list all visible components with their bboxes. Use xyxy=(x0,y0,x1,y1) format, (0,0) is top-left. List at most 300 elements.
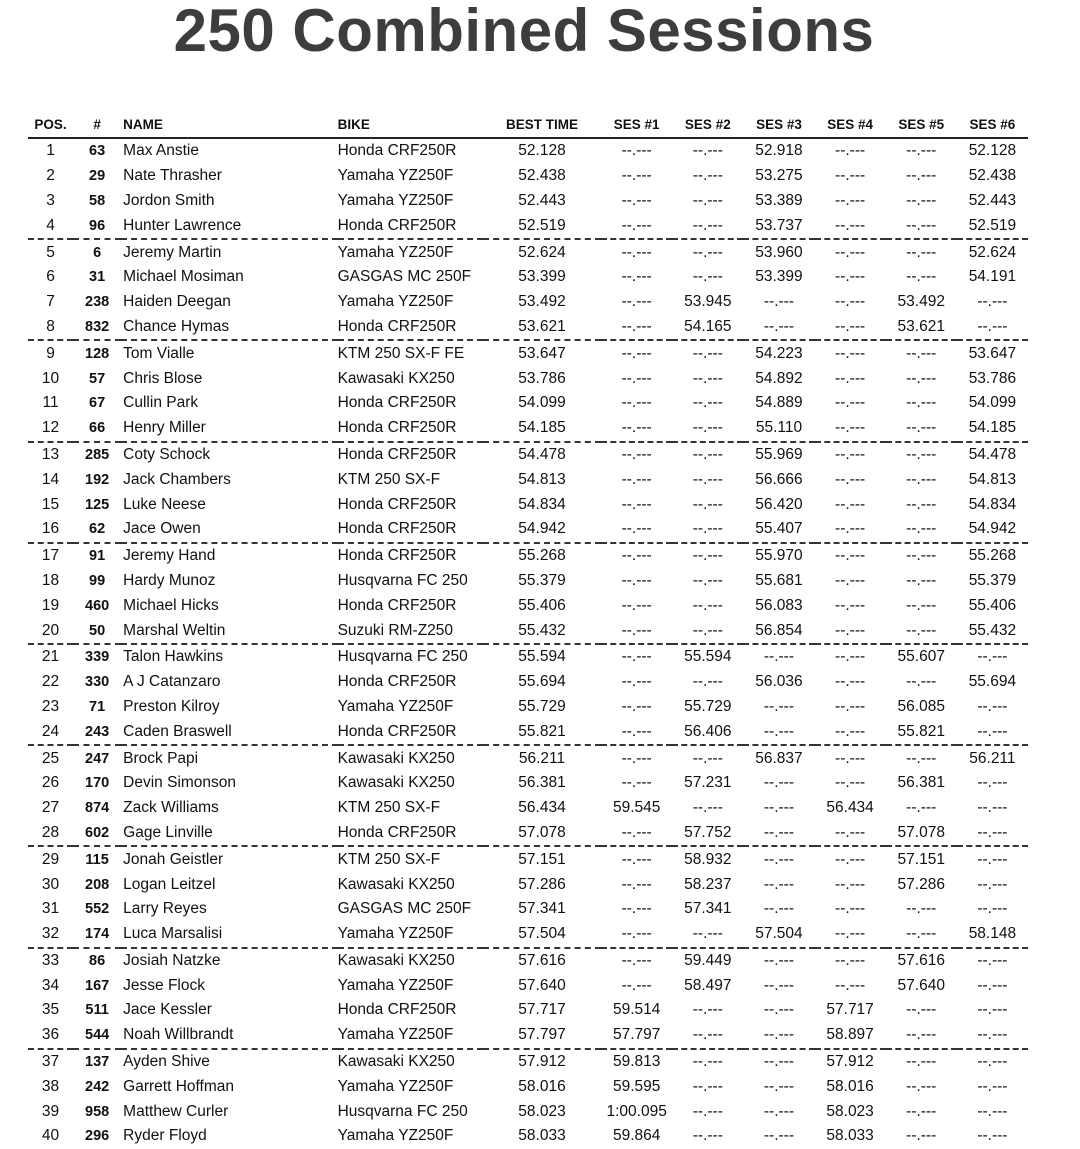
cell-best-time: 55.729 xyxy=(518,697,566,715)
table-row xyxy=(28,164,1028,189)
cell-ses-1: --.--- xyxy=(621,951,652,969)
cell-ses-1: --.--- xyxy=(601,719,672,745)
cell-ses-1: --.--- xyxy=(621,875,652,893)
cell-name: Michael Hicks xyxy=(123,596,219,614)
cell-ses-4: --.--- xyxy=(835,976,866,994)
col-header-number: # xyxy=(73,112,121,138)
cell-ses-6: 56.211 xyxy=(969,749,1016,767)
cell-ses-4: --.--- xyxy=(835,850,866,868)
cell-ses-1: --.--- xyxy=(601,618,672,644)
cell-ses-3: 53.399 xyxy=(755,268,803,286)
cell-ses-6: --.--- xyxy=(977,951,1008,969)
cell-ses-2: --.--- xyxy=(692,1053,723,1071)
cell-bike: Kawasaki KX250 xyxy=(337,1053,455,1071)
cell-best-time: 52.624 xyxy=(518,243,566,261)
cell-ses-3: 54.889 xyxy=(755,394,803,412)
cell-ses-2: --.--- xyxy=(692,394,723,412)
cell-ses-4: --.--- xyxy=(835,344,866,362)
cell-ses-5: --.--- xyxy=(906,142,937,160)
cell-best-time: 57.717 xyxy=(518,1001,566,1019)
cell-ses-2: --.--- xyxy=(692,749,723,767)
cell-best-time: 55.406 xyxy=(518,596,566,614)
cell-number: 167 xyxy=(85,977,110,994)
cell-number: 208 xyxy=(85,876,110,893)
cell-ses-3: --.--- xyxy=(763,774,795,792)
cell-ses-5: 56.085 xyxy=(897,697,945,715)
cell-ses-2: --.--- xyxy=(672,922,743,948)
cell-number: 460 xyxy=(85,597,110,614)
cell-number: 174 xyxy=(73,922,121,948)
cell-ses-5: --.--- xyxy=(906,1127,937,1145)
cell-best-time: 57.912 xyxy=(518,1053,566,1071)
col-header-ses-2: SES #2 xyxy=(672,112,743,138)
table-row xyxy=(28,846,1028,872)
cell-ses-5: --.--- xyxy=(906,596,937,614)
cell-ses-5: --.--- xyxy=(906,167,937,185)
cell-number: 125 xyxy=(85,496,110,513)
cell-ses-4: --.--- xyxy=(815,821,886,847)
cell-ses-1: --.--- xyxy=(621,268,652,286)
cell-ses-1: --.--- xyxy=(621,547,652,565)
cell-ses-3: 55.110 xyxy=(743,416,814,442)
table-row xyxy=(28,416,1028,442)
cell-pos: 17 xyxy=(41,547,60,565)
cell-ses-6: 52.519 xyxy=(957,213,1028,239)
cell-ses-6: 54.185 xyxy=(957,416,1028,442)
cell-ses-5: 57.616 xyxy=(897,951,945,969)
cell-ses-1: --.--- xyxy=(621,850,652,868)
cell-ses-5: --.--- xyxy=(886,517,957,543)
cell-pos: 34 xyxy=(41,976,60,994)
cell-name: Preston Kilroy xyxy=(123,697,220,715)
cell-pos: 38 xyxy=(41,1077,60,1095)
cell-number: 247 xyxy=(85,750,110,767)
cell-bike: Suzuki RM-Z250 xyxy=(338,618,483,644)
cell-bike: Husqvarna FC 250 xyxy=(337,1102,468,1120)
cell-bike: Honda CRF250R xyxy=(338,517,483,543)
cell-ses-1: --.--- xyxy=(621,749,652,767)
cell-ses-6: --.--- xyxy=(977,1102,1008,1120)
cell-ses-1: 59.595 xyxy=(612,1077,661,1095)
cell-pos: 36 xyxy=(28,1023,73,1049)
cell-ses-1: --.--- xyxy=(601,821,672,847)
cell-number: 58 xyxy=(89,192,106,209)
cell-number: 57 xyxy=(89,370,106,387)
cell-ses-1: --.--- xyxy=(621,697,652,715)
cell-ses-1: --.--- xyxy=(621,900,652,918)
cell-pos: 35 xyxy=(41,1001,60,1019)
cell-ses-1: 1:00.095 xyxy=(606,1102,667,1120)
cell-ses-2: --.--- xyxy=(672,1023,743,1049)
cell-ses-6: --.--- xyxy=(977,1053,1008,1071)
cell-bike: KTM 250 SX-F xyxy=(337,799,441,817)
cell-pos: 8 xyxy=(28,315,73,341)
cell-ses-2: 55.594 xyxy=(684,648,732,666)
cell-number: 552 xyxy=(85,901,110,918)
cell-bike: Kawasaki KX250 xyxy=(337,774,455,792)
cell-ses-6: 52.438 xyxy=(968,167,1017,185)
col-header-ses-5: SES #5 xyxy=(886,112,957,138)
cell-ses-1: --.--- xyxy=(601,315,672,341)
cell-bike: Yamaha YZ250F xyxy=(337,167,454,185)
cell-best-time: 53.647 xyxy=(518,344,566,362)
cell-ses-2: --.--- xyxy=(692,495,723,513)
cell-ses-1: --.--- xyxy=(621,167,652,185)
table-row xyxy=(28,467,1028,492)
cell-ses-2: 55.729 xyxy=(684,697,732,715)
cell-pos: 14 xyxy=(41,470,60,488)
cell-bike: Honda CRF250R xyxy=(337,445,457,463)
cell-ses-4: --.--- xyxy=(835,951,866,969)
cell-bike: Husqvarna FC 250 xyxy=(337,648,468,666)
cell-ses-3: 53.389 xyxy=(755,191,803,209)
cell-ses-1: 59.813 xyxy=(612,1053,661,1071)
table-row xyxy=(28,922,1028,948)
cell-best-time: 57.286 xyxy=(518,875,566,893)
table-row xyxy=(28,821,1028,847)
cell-number: 6 xyxy=(93,244,102,261)
cell-ses-6: 53.786 xyxy=(968,369,1017,387)
table-row xyxy=(28,265,1028,290)
cell-number: 339 xyxy=(85,649,110,666)
col-header-bike: BIKE xyxy=(338,112,483,138)
cell-ses-2: --.--- xyxy=(672,213,743,239)
table-row xyxy=(28,340,1028,366)
cell-ses-6: 53.647 xyxy=(968,344,1017,362)
cell-name: Jonah Geistler xyxy=(123,850,224,868)
table-row xyxy=(28,189,1028,214)
cell-ses-4: --.--- xyxy=(835,900,866,918)
cell-name: Jace Owen xyxy=(121,517,337,543)
header-row xyxy=(28,112,1028,138)
cell-ses-5: 56.381 xyxy=(897,774,945,792)
cell-bike: Husqvarna FC 250 xyxy=(337,571,468,589)
cell-ses-6: --.--- xyxy=(977,293,1008,311)
cell-name: Nate Thrasher xyxy=(123,167,222,185)
cell-ses-2: --.--- xyxy=(692,243,723,261)
results-table xyxy=(28,112,1028,1149)
cell-ses-1: --.--- xyxy=(621,293,652,311)
cell-ses-1: --.--- xyxy=(601,416,672,442)
cell-pos: 19 xyxy=(41,596,60,614)
table-row xyxy=(28,1023,1028,1049)
cell-bike: Kawasaki KX250 xyxy=(337,875,455,893)
cell-pos: 25 xyxy=(41,749,60,767)
cell-ses-4: --.--- xyxy=(815,315,886,341)
cell-bike: GASGAS MC 250F xyxy=(337,268,472,286)
table-row xyxy=(28,1074,1028,1099)
cell-ses-1: --.--- xyxy=(621,369,652,387)
cell-ses-2: --.--- xyxy=(692,1127,723,1145)
cell-bike: Kawasaki KX250 xyxy=(337,749,455,767)
cell-best-time: 54.813 xyxy=(518,470,566,488)
cell-best-time: 56.434 xyxy=(518,799,566,817)
table-row xyxy=(28,719,1028,745)
cell-ses-6: 55.406 xyxy=(968,596,1017,614)
cell-best-time: 57.640 xyxy=(518,976,566,994)
cell-name: Michael Mosiman xyxy=(123,268,244,286)
cell-name: Jeremy Hand xyxy=(123,547,216,565)
cell-name: A J Catanzaro xyxy=(123,673,221,691)
cell-ses-1: 59.514 xyxy=(612,1001,661,1019)
cell-pos: 26 xyxy=(41,774,60,792)
cell-pos: 4 xyxy=(28,213,73,239)
cell-ses-2: --.--- xyxy=(672,416,743,442)
table-row xyxy=(28,695,1028,720)
cell-number: 170 xyxy=(85,775,110,792)
cell-ses-3: --.--- xyxy=(763,648,795,666)
cell-ses-2: --.--- xyxy=(692,571,723,589)
cell-ses-3: 56.036 xyxy=(755,673,803,691)
cell-ses-3: 54.892 xyxy=(755,369,803,387)
cell-best-time: 55.594 xyxy=(518,648,566,666)
cell-ses-1: --.--- xyxy=(621,142,652,160)
cell-ses-5: --.--- xyxy=(906,1077,937,1095)
cell-ses-3: --.--- xyxy=(763,951,795,969)
cell-pos: 9 xyxy=(46,344,55,362)
cell-ses-3: 52.918 xyxy=(755,142,803,160)
cell-best-time: 52.443 xyxy=(518,191,566,209)
cell-name: Zack Williams xyxy=(123,799,219,817)
col-header-pos: POS. xyxy=(28,112,73,138)
cell-bike: Yamaha YZ250F xyxy=(337,976,454,994)
table-row xyxy=(28,1124,1028,1149)
cell-ses-4: 58.897 xyxy=(815,1023,886,1049)
cell-ses-5: --.--- xyxy=(906,495,937,513)
cell-ses-3: --.--- xyxy=(763,697,795,715)
cell-name: Josiah Natzke xyxy=(123,951,221,969)
cell-ses-2: --.--- xyxy=(672,517,743,543)
cell-name: Ayden Shive xyxy=(123,1053,210,1071)
cell-ses-3: 55.407 xyxy=(743,517,814,543)
cell-bike: Honda CRF250R xyxy=(338,416,483,442)
cell-pos: 7 xyxy=(46,293,55,311)
cell-best-time: 57.504 xyxy=(483,922,601,948)
cell-ses-5: --.--- xyxy=(906,470,937,488)
cell-ses-6: --.--- xyxy=(957,315,1028,341)
cell-ses-6: --.--- xyxy=(977,976,1008,994)
cell-ses-6: --.--- xyxy=(977,799,1008,817)
cell-ses-1: --.--- xyxy=(621,673,652,691)
table-row xyxy=(28,315,1028,341)
page-title: 250 Combined Sessions xyxy=(173,0,875,64)
cell-ses-5: --.--- xyxy=(906,749,937,767)
cell-number: 115 xyxy=(85,851,109,868)
cell-ses-6: --.--- xyxy=(977,648,1008,666)
cell-number: 91 xyxy=(89,548,106,565)
cell-pos: 23 xyxy=(41,697,60,715)
cell-best-time: 56.381 xyxy=(518,774,566,792)
cell-ses-5: --.--- xyxy=(906,1102,937,1120)
cell-name: Larry Reyes xyxy=(123,900,207,918)
cell-ses-3: 56.666 xyxy=(755,470,803,488)
cell-ses-3: 53.960 xyxy=(755,243,803,261)
cell-ses-2: 58.932 xyxy=(684,850,732,868)
cell-name: Ryder Floyd xyxy=(123,1127,207,1145)
cell-ses-4: --.--- xyxy=(815,416,886,442)
table-row xyxy=(28,745,1028,771)
cell-ses-3: 56.083 xyxy=(755,596,803,614)
cell-ses-5: 57.078 xyxy=(886,821,957,847)
cell-ses-5: --.--- xyxy=(886,618,957,644)
cell-ses-1: --.--- xyxy=(601,922,672,948)
cell-pos: 18 xyxy=(41,571,60,589)
cell-ses-6: 54.942 xyxy=(957,517,1028,543)
cell-ses-5: --.--- xyxy=(906,394,937,412)
cell-number: 31 xyxy=(89,269,106,286)
cell-ses-5: 55.821 xyxy=(886,719,957,745)
cell-ses-1: --.--- xyxy=(621,596,652,614)
cell-bike: Yamaha YZ250F xyxy=(337,1077,454,1095)
cell-bike: Honda CRF250R xyxy=(337,394,457,412)
cell-ses-6: --.--- xyxy=(977,875,1008,893)
cell-number: 137 xyxy=(85,1054,110,1071)
cell-ses-3: 53.737 xyxy=(743,213,814,239)
cell-ses-2: --.--- xyxy=(692,268,723,286)
cell-best-time: 54.478 xyxy=(518,445,566,463)
cell-ses-3: 56.420 xyxy=(755,495,803,513)
cell-name: Talon Hawkins xyxy=(123,648,224,666)
cell-ses-2: 54.165 xyxy=(672,315,743,341)
cell-bike: Yamaha YZ250F xyxy=(338,1023,483,1049)
cell-bike: Kawasaki KX250 xyxy=(337,369,455,387)
cell-ses-6: 55.379 xyxy=(968,571,1017,589)
cell-ses-4: 58.023 xyxy=(826,1102,874,1120)
cell-ses-3: --.--- xyxy=(743,315,814,341)
cell-name: Chance Hymas xyxy=(121,315,337,341)
cell-ses-4: --.--- xyxy=(835,268,866,286)
table-row xyxy=(28,543,1028,569)
cell-ses-1: --.--- xyxy=(621,191,652,209)
table-row xyxy=(28,1099,1028,1124)
cell-ses-4: --.--- xyxy=(835,596,866,614)
col-header-best-time: BEST TIME xyxy=(483,112,601,138)
cell-ses-5: 53.492 xyxy=(897,293,945,311)
cell-ses-1: --.--- xyxy=(621,774,652,792)
cell-name: Logan Leitzel xyxy=(123,875,216,893)
cell-ses-2: --.--- xyxy=(692,470,723,488)
cell-pos: 2 xyxy=(46,167,55,185)
cell-number: 296 xyxy=(85,1128,110,1145)
cell-best-time: 53.399 xyxy=(518,268,566,286)
cell-ses-2: --.--- xyxy=(692,1102,723,1120)
cell-ses-3: 56.854 xyxy=(743,618,814,644)
cell-ses-5: 57.640 xyxy=(897,976,945,994)
table-row xyxy=(28,593,1028,618)
cell-number: 86 xyxy=(89,952,106,969)
cell-bike: Yamaha YZ250F xyxy=(338,922,483,948)
cell-ses-2: 53.945 xyxy=(684,293,732,311)
cell-ses-1: 59.545 xyxy=(612,799,661,817)
col-header-ses-1: SES #1 xyxy=(601,112,672,138)
cell-bike: KTM 250 SX-F FE xyxy=(337,344,465,362)
cell-number: 958 xyxy=(85,1103,110,1120)
table-row xyxy=(28,618,1028,644)
cell-pos: 28 xyxy=(28,821,73,847)
cell-ses-2: 57.341 xyxy=(684,900,732,918)
cell-number: 238 xyxy=(85,294,110,311)
cell-ses-3: 55.681 xyxy=(755,571,803,589)
table-row xyxy=(28,973,1028,998)
cell-name: Jace Kessler xyxy=(123,1001,212,1019)
table-row xyxy=(28,771,1028,796)
cell-ses-1: --.--- xyxy=(621,394,652,412)
cell-ses-2: 58.497 xyxy=(684,976,732,994)
cell-ses-3: 55.969 xyxy=(755,445,803,463)
cell-ses-2: 56.406 xyxy=(672,719,743,745)
cell-number: 874 xyxy=(85,800,110,817)
cell-ses-4: --.--- xyxy=(835,394,866,412)
cell-ses-3: --.--- xyxy=(763,1001,795,1019)
cell-ses-1: 59.864 xyxy=(612,1127,661,1145)
cell-pos: 1 xyxy=(46,142,55,160)
cell-ses-2: --.--- xyxy=(692,673,723,691)
cell-ses-4: --.--- xyxy=(835,167,866,185)
cell-best-time: 55.268 xyxy=(518,547,566,565)
table-row xyxy=(28,872,1028,897)
table-row xyxy=(28,1049,1028,1075)
cell-pos: 6 xyxy=(46,268,55,286)
cell-bike: Kawasaki KX250 xyxy=(337,951,455,969)
cell-ses-5: --.--- xyxy=(886,416,957,442)
cell-ses-6: 54.191 xyxy=(968,268,1017,286)
cell-pos: 11 xyxy=(42,394,59,412)
cell-number: 242 xyxy=(85,1078,110,1095)
cell-best-time: 57.341 xyxy=(518,900,566,918)
cell-ses-3: 54.223 xyxy=(755,344,803,362)
cell-best-time: 53.621 xyxy=(483,315,601,341)
cell-bike: GASGAS MC 250F xyxy=(337,900,472,918)
cell-ses-3: 57.504 xyxy=(743,922,814,948)
cell-ses-1: --.--- xyxy=(621,344,652,362)
table-row xyxy=(28,442,1028,468)
cell-best-time: 55.694 xyxy=(518,673,566,691)
cell-pos: 15 xyxy=(41,495,60,513)
cell-ses-4: --.--- xyxy=(835,293,866,311)
cell-ses-5: --.--- xyxy=(886,922,957,948)
cell-pos: 40 xyxy=(41,1127,60,1145)
cell-ses-1: --.--- xyxy=(601,517,672,543)
cell-ses-3: --.--- xyxy=(743,821,814,847)
cell-best-time: 58.033 xyxy=(518,1127,566,1145)
cell-name: Jeremy Martin xyxy=(123,243,222,261)
cell-ses-4: --.--- xyxy=(835,875,866,893)
cell-best-time: 57.151 xyxy=(518,850,566,868)
cell-bike: Honda CRF250R xyxy=(338,719,483,745)
cell-best-time: 56.211 xyxy=(518,749,566,767)
cell-ses-2: --.--- xyxy=(692,445,723,463)
cell-pos: 32 xyxy=(28,922,73,948)
cell-ses-3: 53.275 xyxy=(755,167,803,185)
cell-ses-5: --.--- xyxy=(906,243,937,261)
cell-ses-2: --.--- xyxy=(692,547,723,565)
cell-ses-4: --.--- xyxy=(835,673,866,691)
cell-pos: 37 xyxy=(41,1053,60,1071)
cell-name: Luke Neese xyxy=(123,495,206,513)
cell-ses-4: 58.016 xyxy=(826,1077,874,1095)
cell-ses-6: 55.268 xyxy=(968,547,1017,565)
cell-pos: 29 xyxy=(41,850,60,868)
cell-ses-4: --.--- xyxy=(835,495,866,513)
cell-pos: 31 xyxy=(41,900,60,918)
cell-ses-6: --.--- xyxy=(977,1077,1008,1095)
cell-name: Matthew Curler xyxy=(123,1102,229,1120)
cell-ses-1: --.--- xyxy=(621,976,652,994)
cell-ses-5: --.--- xyxy=(906,673,937,691)
cell-ses-4: --.--- xyxy=(815,719,886,745)
cell-pos: 16 xyxy=(28,517,73,543)
cell-ses-6: 52.443 xyxy=(968,191,1017,209)
